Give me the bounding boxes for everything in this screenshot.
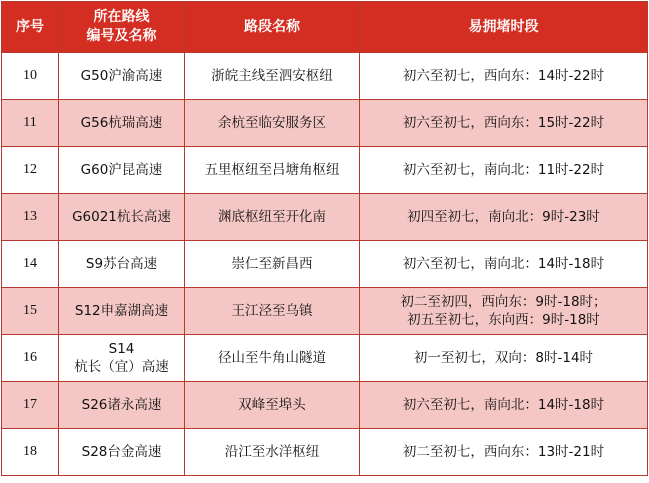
table-row (2, 429, 648, 476)
table-row (2, 335, 648, 382)
cell-period-line: 初六至初七，南向北：14时-18时 (402, 256, 605, 272)
cell-route-line: S26诸永高速 (81, 397, 162, 413)
table-row (2, 100, 648, 147)
header-row (2, 2, 648, 53)
cell-route (59, 241, 185, 288)
table-body (2, 53, 648, 476)
table-row (2, 241, 648, 288)
cell-period (360, 194, 648, 241)
cell-route-line: G6021杭长高速 (72, 209, 171, 225)
cell-period-line: 初六至初七，西向东：15时-22时 (402, 115, 605, 131)
cell-section: 浙皖主线至泗安枢纽 (185, 53, 360, 100)
cell-route-line: 杭长（宜）高速 (74, 359, 169, 375)
cell-period-line: 初二至初四，西向东：9时-18时； (400, 294, 607, 310)
cell-period-line: 初二至初七，西向东：13时-21时 (402, 444, 605, 460)
table-row (2, 147, 648, 194)
cell-index: 12 (2, 147, 59, 194)
cell-section: 崇仁至新昌西 (185, 241, 360, 288)
cell-section: 五里枢纽至吕塘角枢纽 (185, 147, 360, 194)
cell-period (360, 429, 648, 476)
congestion-table (1, 1, 648, 476)
cell-route (59, 429, 185, 476)
cell-index: 17 (2, 382, 59, 429)
header-route-line2: 编号及名称 (86, 28, 157, 44)
cell-index: 15 (2, 288, 59, 335)
cell-period-line: 初一至初七，双向：8时-14时 (413, 350, 594, 366)
cell-period-line: 初六至初七，西向东：14时-22时 (402, 68, 605, 84)
cell-section: 径山至牛角山隧道 (185, 335, 360, 382)
cell-section: 王江泾至乌镇 (185, 288, 360, 335)
table-row (2, 194, 648, 241)
cell-period (360, 147, 648, 194)
cell-section: 双峰至埠头 (185, 382, 360, 429)
cell-period (360, 335, 648, 382)
cell-route-line: S9苏台高速 (85, 256, 158, 272)
cell-section: 渊底枢纽至开化南 (185, 194, 360, 241)
cell-index: 11 (2, 100, 59, 147)
cell-route (59, 288, 185, 335)
cell-section: 沿江至水洋枢纽 (185, 429, 360, 476)
cell-period (360, 100, 648, 147)
cell-route-line: S12申嘉湖高速 (74, 303, 169, 319)
header-index: 序号 (2, 2, 59, 53)
cell-period (360, 241, 648, 288)
cell-index: 18 (2, 429, 59, 476)
cell-route-line: G50沪渝高速 (80, 68, 163, 84)
cell-route-line: G60沪昆高速 (80, 162, 163, 178)
cell-period-line: 初五至初七，东向西：9时-18时 (407, 312, 600, 328)
cell-route-line: G56杭瑞高速 (80, 115, 163, 131)
cell-route (59, 335, 185, 382)
header-section: 路段名称 (185, 2, 360, 53)
cell-route (59, 100, 185, 147)
header-route (59, 2, 185, 53)
cell-route (59, 194, 185, 241)
cell-route (59, 147, 185, 194)
cell-period (360, 53, 648, 100)
cell-route-line: S14 (108, 341, 135, 357)
cell-index: 13 (2, 194, 59, 241)
cell-route-line: S28台金高速 (81, 444, 162, 460)
table-row (2, 53, 648, 100)
cell-index: 14 (2, 241, 59, 288)
header-period: 易拥堵时段 (360, 2, 648, 53)
header-route-line1: 所在路线 (93, 9, 150, 25)
cell-period (360, 382, 648, 429)
cell-section: 余杭至临安服务区 (185, 100, 360, 147)
cell-route (59, 382, 185, 429)
cell-period-line: 初六至初七，南向北：14时-18时 (402, 397, 605, 413)
table-row (2, 288, 648, 335)
cell-period (360, 288, 648, 335)
cell-route (59, 53, 185, 100)
cell-period-line: 初四至初七，南向北：9时-23时 (407, 209, 600, 225)
cell-index: 10 (2, 53, 59, 100)
cell-period-line: 初六至初七，南向北：11时-22时 (402, 162, 605, 178)
cell-index: 16 (2, 335, 59, 382)
table-row (2, 382, 648, 429)
